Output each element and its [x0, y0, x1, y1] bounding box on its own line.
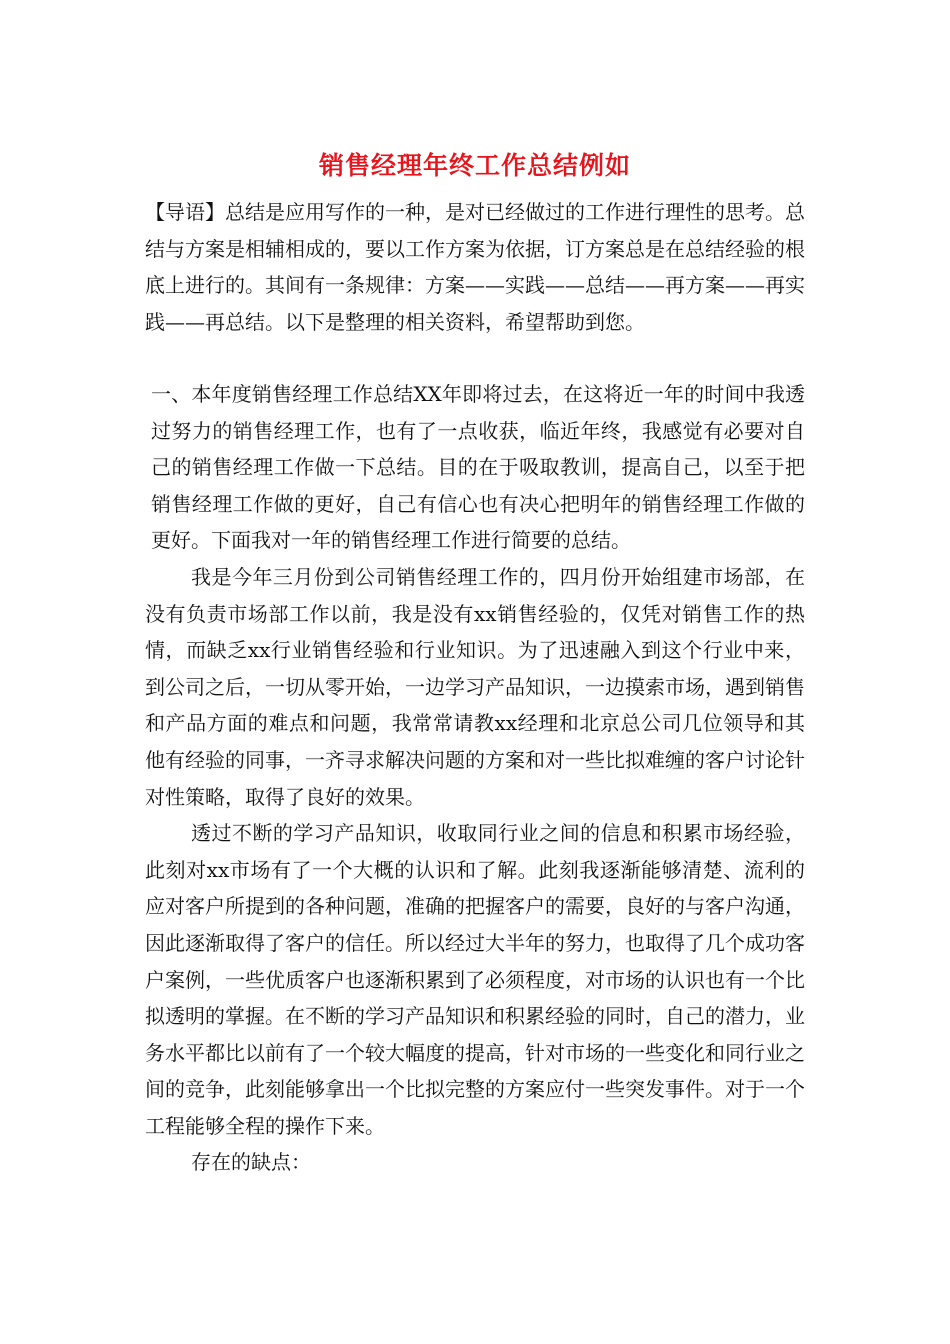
paragraph-experience: 我是今年三月份到公司销售经理工作的，四月份开始组建市场部，在没有负责市场部工作以前，我是没有xx销售经验的，仅凭对销售工作的热情，而缺乏xx行业销售经验和行业知识。为了迅速融入到这个行业中来，到公司之后，一切从零开始，一边学习产品知识，一边摸索市场，遇到销售和产品方面的难点和问题，我常常请教xx经理和北京总公司几位领导和其他有经验的同事，一齐寻求解决问题的方案和对一些比拟难缠的客户讨论针对性策略，取得了良好的效果。	[145, 564, 805, 809]
intro-section	[145, 194, 805, 340]
document-title: 销售经理年终工作总结例如	[318, 151, 631, 180]
main-section	[145, 376, 805, 1181]
paragraph-section-one: 一、本年度销售经理工作总结XX年即将过去，在这将近一年的时间中我透过努力的销售经理工作，也有了一点收获，临近年终，我感觉有必要对自己的销售经理工作做一下总结。目的在于吸取教训，提高自己，以至于把销售经理工作做的更好，自己有信心也有决心把明年的销售经理工作做的更好。下面我对一年的销售经理工作进行简要的总结。	[151, 382, 805, 553]
paragraph-shortcomings-heading: 存在的缺点：	[191, 1150, 311, 1175]
paragraph-learning: 透过不断的学习产品知识，收取同行业之间的信息和积累市场经验，此刻对xx市场有了一个大概的认识和了解。此刻我逐渐能够清楚、流利的应对客户所提到的各种问题，准确的把握客户的需要，良好的与客户沟通，因此逐渐取得了客户的信任。所以经过大半年的努力，也取得了几个成功客户案例，一些优质客户也逐渐积累到了必须程度，对市场的认识也有一个比拟透明的掌握。在不断的学习产品知识和积累经验的同时，自己的潜力，业务水平都比以前有了一个较大幅度的提高，针对市场的一些变化和同行业之间的竞争，此刻能够拿出一个比拟完整的方案应付一些突发事件。对于一个工程能够全程的操作下来。	[145, 821, 805, 1138]
intro-paragraph: 【导语】总结是应用写作的一种，是对已经做过的工作进行理性的思考。总结与方案是相辅相成的，要以工作方案为依据，订方案总是在总结经验的根底上进行的。其间有一条规律：方案——实践——总结——再方案——再实践——再总结。以下是整理的相关资料，希望帮助到您。	[145, 200, 805, 334]
